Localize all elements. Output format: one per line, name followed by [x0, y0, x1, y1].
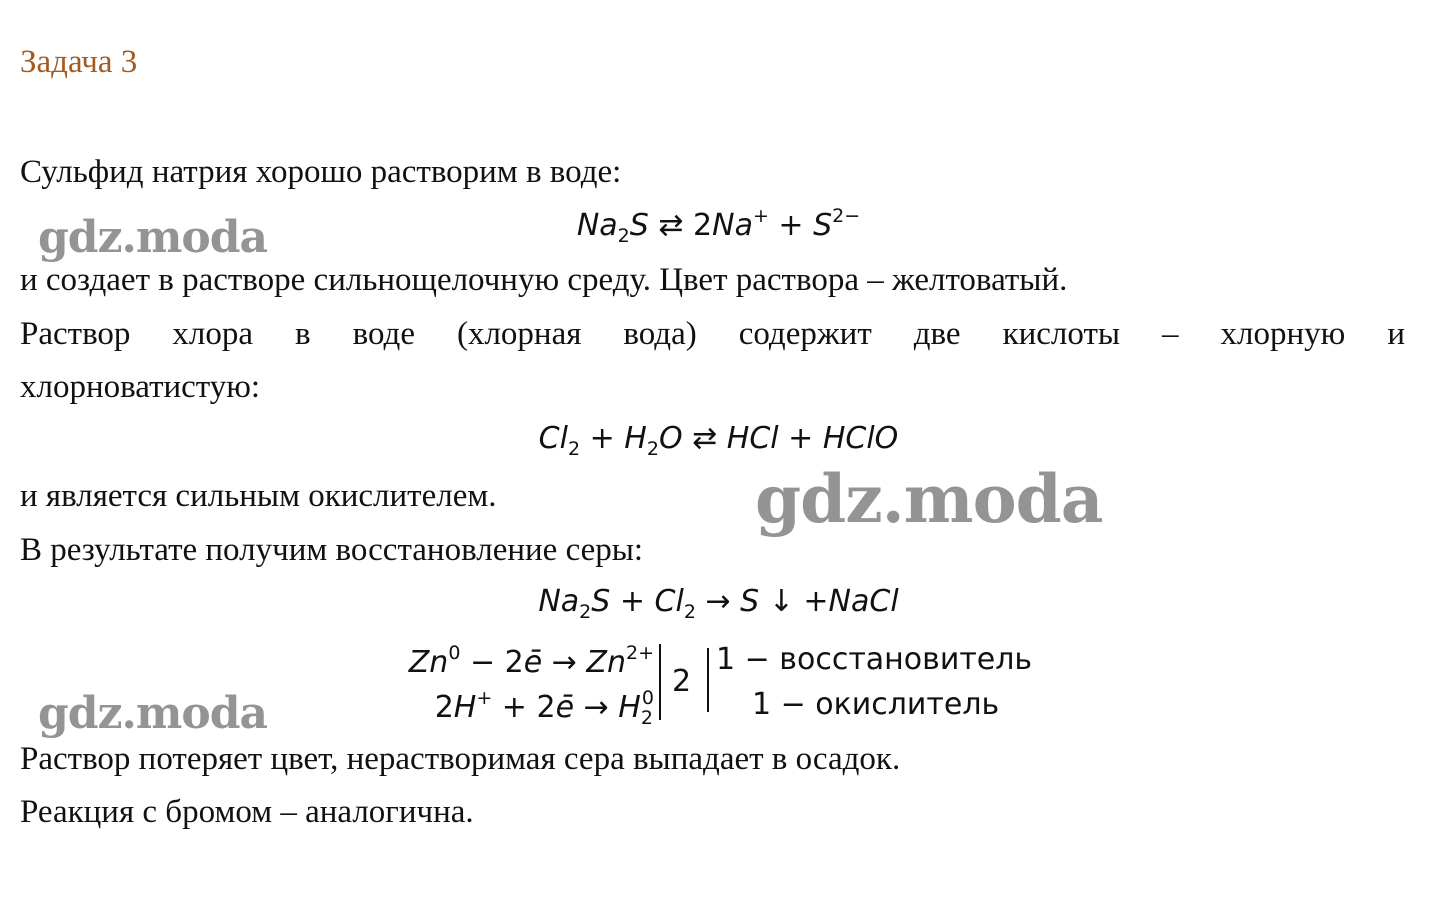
paragraph-sulfur-precipitate: Раствор потеряет цвет, нерастворимая сера выпадает в осадок.: [20, 741, 901, 777]
paragraph-bromine: Реакция с бромом – аналогична.: [20, 794, 474, 830]
paragraph-alkaline: и создает в растворе сильнощелочную среду. Цвет раствора – желтоватый.: [20, 262, 1068, 298]
balance-electron-count: 2: [672, 664, 692, 699]
paragraph-result: В результате получим восстановление серы:: [20, 532, 644, 568]
balance-divider-right: [707, 648, 709, 712]
paragraph-chlorine-water: Раствор хлора в воде (хлорная вода) содержит две кислоты – хлорную и: [20, 316, 1405, 352]
paragraph-sulfide: Сульфид натрия хорошо растворим в воде:: [20, 154, 622, 190]
balance-row-zinc: $Zn^0$ − 2ē → $Zn^{2+}$: [408, 642, 654, 680]
task-title: Задача 3: [20, 44, 138, 80]
balance-divider-left: [659, 644, 661, 720]
paragraph-oxidizer: и является сильным окислителем.: [20, 478, 497, 514]
watermark-logo: gdz.moda: [755, 460, 1103, 538]
watermark-logo: gdz.moda: [38, 212, 268, 263]
equation-sulfur-reduction: $Na_2S + Cl_2 \to S$ ↓ +NaCl: [538, 584, 899, 623]
equation-chlorine-hydrolysis: $Cl_2 + H_2O$ ⇄ HCl + HClO: [538, 421, 899, 460]
paragraph-chlorine-water-cont: хлорноватистую:: [20, 369, 261, 405]
balance-role-oxidizer: 1 − окислитель: [752, 687, 1000, 722]
balance-row-hydrogen: 2H+ + 2ē → $H_2^0$: [434, 687, 654, 729]
balance-role-reducer: 1 − восстановитель: [716, 642, 1033, 677]
watermark-logo: gdz.moda: [38, 688, 268, 739]
equation-dissociation: $Na_2S$ ⇄ $2Na^+ + S^{2-}$: [576, 205, 861, 247]
